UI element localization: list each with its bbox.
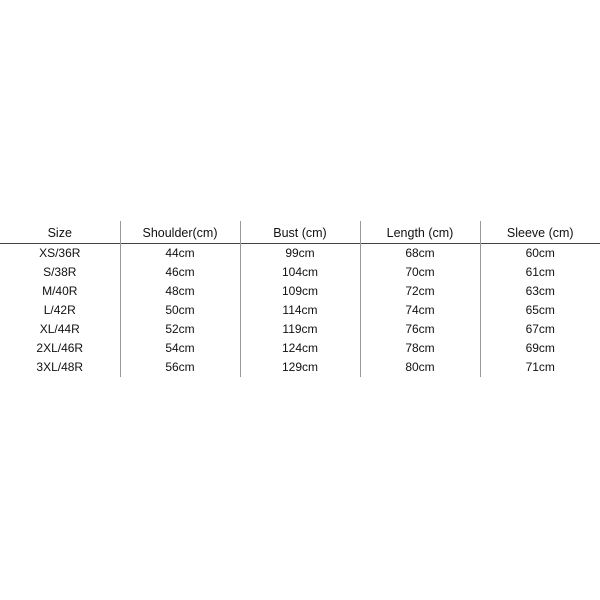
cell-sleeve: 69cm [480, 339, 600, 358]
cell-bust: 119cm [240, 320, 360, 339]
table-row [0, 301, 600, 320]
cell-sleeve: 60cm [480, 244, 600, 264]
cell-sleeve: 61cm [480, 263, 600, 282]
cell-shoulder: 46cm [120, 263, 240, 282]
header-length: Length (cm) [360, 221, 480, 244]
cell-size: S/38R [43, 265, 77, 279]
cell-shoulder: 52cm [120, 320, 240, 339]
cell-bust: 129cm [240, 358, 360, 377]
cell-shoulder: 54cm [120, 339, 240, 358]
cell-sleeve: 63cm [480, 282, 600, 301]
header-size: Size [47, 226, 72, 240]
size-chart-table [0, 221, 600, 377]
cell-size: XS/36R [0, 244, 120, 264]
cell-length: 72cm [360, 282, 480, 301]
table-row [0, 339, 600, 358]
table-row [0, 358, 600, 377]
cell-sleeve: 65cm [480, 301, 600, 320]
table-header-row [0, 221, 600, 244]
header-bust: Bust (cm) [240, 221, 360, 244]
header-sleeve: Sleeve (cm) [480, 221, 600, 244]
table-row [0, 263, 600, 282]
cell-shoulder: 50cm [120, 301, 240, 320]
table-row [0, 244, 600, 264]
cell-sleeve: 71cm [480, 358, 600, 377]
header-shoulder: Shoulder(cm) [120, 221, 240, 244]
cell-bust: 114cm [240, 301, 360, 320]
cell-sleeve: 67cm [480, 320, 600, 339]
cell-shoulder: 48cm [120, 282, 240, 301]
cell-shoulder: 56cm [120, 358, 240, 377]
cell-bust: 109cm [240, 282, 360, 301]
cell-size: L/42R [43, 303, 76, 317]
cell-size: 2XL/46R [36, 341, 84, 355]
cell-length: 74cm [360, 301, 480, 320]
table-row [0, 282, 600, 301]
table-row [0, 320, 600, 339]
cell-size: 3XL/48R [36, 360, 84, 374]
cell-bust: 104cm [240, 263, 360, 282]
cell-size: M/40R [42, 284, 78, 298]
cell-shoulder: 44cm [120, 244, 240, 264]
cell-length: 80cm [360, 358, 480, 377]
cell-bust: 124cm [240, 339, 360, 358]
cell-size: XL/44R [39, 322, 80, 336]
cell-length: 68cm [360, 244, 480, 264]
cell-length: 76cm [360, 320, 480, 339]
cell-length: 78cm [360, 339, 480, 358]
cell-length: 70cm [360, 263, 480, 282]
cell-bust: 99cm [240, 244, 360, 264]
